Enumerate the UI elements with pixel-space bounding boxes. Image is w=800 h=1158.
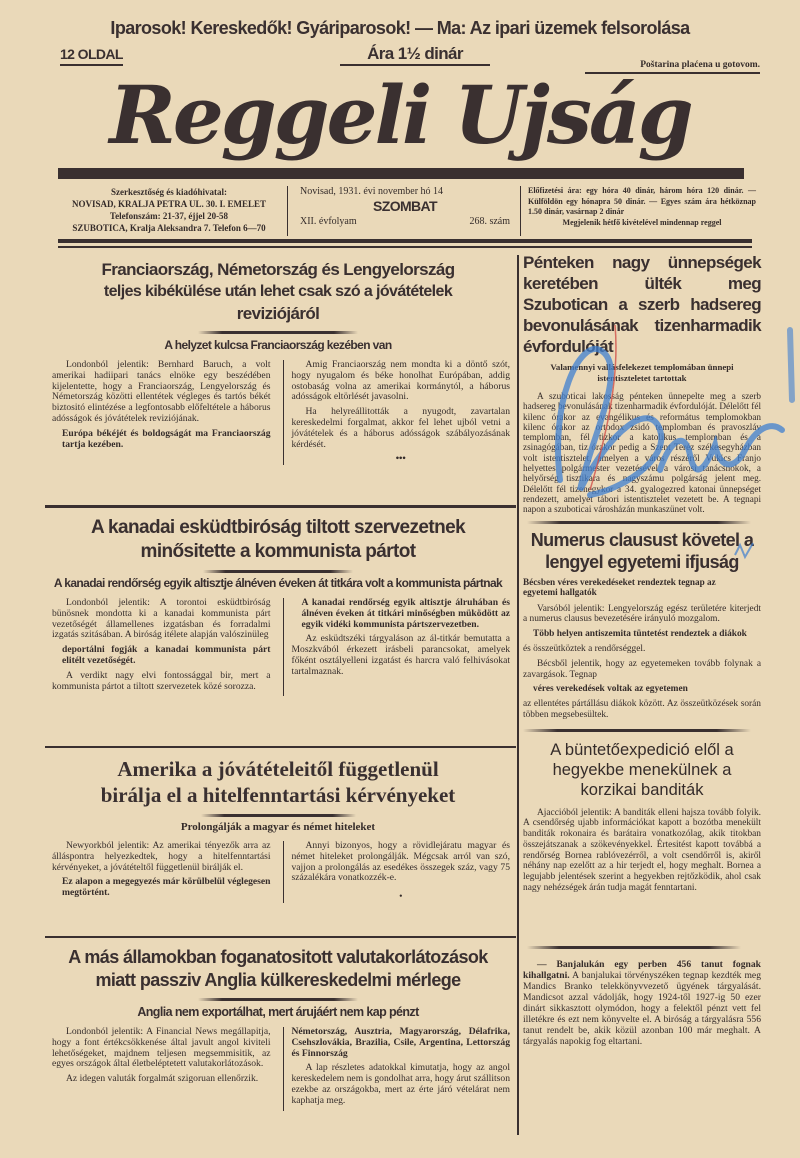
section-rule — [45, 746, 516, 748]
article-text: A banjalukai törvényszéken tegnap kezdték meg Mandics Branko telekkönyvvezető ügyének tárgyalását. Mandicsot azzal vádolják, hogy 1924-től 1927-ig 50 ezer dinárt sikkasztott olymódon, hogy a felektől pénzt vett fel illetékre és ezt nem könyvelte el. A biróság a tárgyalásra 556 tanut rendelt be, akik közül azonban 100 már meghalt. A tárgyalás napokig fog eltartani. — [523, 969, 761, 1047]
headline: A büntetőexpedició elől a hegyekbe menekülnek a korzikai banditák — [550, 740, 734, 799]
article-body — [523, 959, 761, 1047]
article-body-col1: Newyorkból jelentik: Az amerikai tényezők arra az álláspontra helyezkedtek, hogy a hitelfenntartási kérvényeket, a jóvátételtől függetlenül birálják el. Ez alapon a megegyezés már körülbelül véglegesen megtörtént. — [52, 840, 271, 899]
issue-info: Novisad, 1931. évi november hó 14 SZOMBAT XII. évfolyam 268. szám — [300, 186, 510, 227]
divider — [520, 186, 521, 236]
headline: Franciaország, Németország és Lengyelország teljes kibékülése után lehet csak szó a jóvátételek reviziójáról — [101, 260, 455, 323]
left-column — [40, 255, 516, 1111]
article-body-col2: Amig Franciaország nem mondta ki a döntő szót, hogy nyugalom és béke honolhat Európában, addig ostobaság volna az amerikai kormánytól, a háborus adósságok eltörlését javasolni. Ha helyreállitották a nyugodt, zavartalan kereskedelmi forgalmat, akkor fel lehet ujból vetni a jóvátételek és a háborus adósságok szábályozásának kérdését. ••• — [283, 360, 511, 465]
page-count: 12 OLDAL — [60, 46, 123, 66]
section-rule — [527, 521, 751, 524]
editorial-info: Szerkesztőség és kiadóhivatal: NOVISAD, KRALJA PETRA UL. 30. I. EMELET Telefonszám: 21-37, éjjel 20-58 SZUBOTICA, Kralja Aleksandra 7. Telefon 6—70 — [71, 187, 267, 233]
article-banjaluka — [523, 959, 761, 1047]
article-anglia — [40, 946, 516, 1111]
section-rule — [45, 505, 516, 508]
ornament-rule — [198, 331, 358, 334]
postage-note: Poštarina plaćena u gotovom. — [585, 54, 760, 74]
article-body — [40, 360, 516, 465]
divider — [287, 186, 288, 236]
subheadline: Anglia nem exportálhat, mert árujáért nem kap pénzt — [137, 1005, 419, 1019]
article-body-col1: Londonból jelentik: A Financial News megállapitja, hogy a font értékcsökkenése által javult angol kiviteli lehetőségeket, majdnem teljesen megsemmisitik, az egyes országok által életbeléptetett valutakorlátozások. Az idegen valuták forgalmát szigoruan ellenőrzik. — [52, 1026, 271, 1085]
ornament-rule — [198, 998, 358, 1001]
price: Ára 1½ dinár — [340, 44, 490, 66]
article-body: Ajaccióból jelentik: A banditák elleni hajsza tovább folyik. A csendőrség ujabb információkat kapott a bozótba menekült banditák rokonaira és barátaira vonatkozólag, akik titokban összejátszanak a szökevényekkel. Értesitést kapott továbbá a rendőrség Bornea rablóvezérről, a volt csendőrről is, akiről néhány nap ezelőtt az a hir terjedt el, hogy meghalt. Bornea a legujabb jelentések szerint a hegyekben rejtőzködik, ahol csak nagy nehézségek árán tudja magát fenntartani. — [523, 807, 761, 893]
article-america — [40, 756, 516, 928]
headline: Amerika a jóvátételeitől függetlenül birálja el a hitelfenntartási kérvényeket — [100, 757, 456, 807]
ornament-rule — [203, 570, 353, 573]
section-rule — [45, 936, 516, 938]
ornament-rule — [201, 814, 356, 817]
headline: Numerus clausust követel a lengyel egyetemi ifjuság — [530, 529, 754, 572]
article-body-col2: Annyi bizonyos, hogy a rövidlejáratu magyar és német hiteleket prolongálják. Mégcsak arról van szó, vajjon a prolongálás az esedékes összegek száz, vagy 75 százalékára vonatkozzék-e. • — [283, 841, 511, 903]
article-body — [40, 841, 516, 903]
article-subotica — [523, 253, 761, 515]
section-rule — [523, 729, 751, 732]
subheadline: Prolongálják a magyar és német hiteleket — [180, 821, 376, 833]
article-france — [40, 255, 516, 497]
subscription-info: Előfizetési ára: egy hóra 40 dinár, három hóra 120 dinár. — Külföldön egy hónapra 50 dinár. — Egyes szám ára hétköznap 1.50 dinár, vasárnap 2 dinár Megjelenik hétfő kivételével mindennap reggel — [528, 186, 756, 227]
section-rule — [527, 946, 741, 949]
column-divider — [517, 255, 519, 1135]
lead: — Banjalukán egy perben 456 tanut fognak kihallgatni. — [523, 958, 761, 981]
headline: A kanadai esküdtbiróság tiltott szervezetnek minősitette a kommunista pártot — [90, 517, 466, 562]
article-body — [40, 1027, 516, 1111]
masthead-logo: Reggeli Ujság — [109, 68, 691, 162]
article-body-col2: A kanadai rendőrség egyik altisztje álruhában és álnéven éveken át titkári minőségben müködött az egyik vidéki kommunista pártszervezetben. Az esküdtszéki tárgyaláson az ál-titkár bemutatta a Moszkvából érkezett irásbeli parancsokat, amelyek főként osztályelleni izgatást és harcra való felhivásokat tartalmaznak. — [283, 598, 511, 696]
article-body-col1: Londonból jelentik: Bernhard Baruch, a volt amerikai hadiipari tanács elnöke egy beszédében kijelentette, hogy a Franciaország, Lengyelország és Németország közötti ellentétek végleges és tartós békét biztositó elintézése a legfontosabb előfeltétele a háborus adósságok és jóvátételek reviziójának. Európa békéjét és boldogságát ma Franciaország tartja kezében. — [52, 359, 271, 450]
top-banner: Iparosok! Kereskedők! Gyáriparosok! — Ma: Az ipari üzemek felsorolása — [110, 18, 690, 38]
article-body-col1: Londonból jelentik: A torontoi esküdtbiróság bünösnek mondotta ki a kanadai kommunista párt vezetőségét államellenes izgatásban és forradalmi izgatás szitásában. A biróság itélete alapján valószinüleg deportálni fogják a kanadai kommunista párt elitélt vezetőségét. A verdikt nagy elvi fontossággal bir, mert a kommunista pártot a tiltott szervezetek közé sorozza. — [52, 597, 271, 692]
masthead-bar — [58, 168, 744, 179]
header-rule — [58, 239, 752, 243]
headline: A más államokban foganatositott valutakorlátozások miatt passziv Anglia külkereskedelmi mérlege — [68, 947, 488, 990]
headline: Pénteken nagy ünnepségek keretében ülték meg Szubotican a szerb hadsereg bevonulásának tizenharmadik évfordulóját — [523, 253, 761, 356]
article-body-col2: Németország, Ausztria, Magyarország, Délafrika, Csehszlovákia, Brazilia, Csile, Argentina, Lettország és Finnország A lap részletes adatokkal kimutatja, hogy az angol kereskedelem nem is gondolhat arra, hogy árut szállitson ezekbe az országokba, mert az érte járó vételárat nem kaphatja meg. — [283, 1027, 511, 1111]
article-canada — [40, 516, 516, 738]
article-corsica — [523, 740, 761, 940]
subheadline: Bécsben véres verekedéseket rendeztek tegnap az egyetemi hallgatók — [523, 576, 716, 598]
header-rule — [58, 246, 752, 248]
article-body — [40, 598, 516, 696]
article-body: A szuboticai lakosság pénteken ünnepelte meg a szerb hadsereg bevonulásának tizenharmadik évfordulóját. Délelőtt fél kilenc órakor az evangélikus és református templomokban kilenc órakor az ortodox zsidó templomban és pravoszláv templomban, fél tizkor a katolikus templomban és a zsinagógában, tiz órakor pedig a Szent Teréz székesegyházban volt istentisztelet, amelyen a város részéről Vukics Franjo helyettes polgármester vezetésével a városi tanácsnokok, a helyőrség tisztikara és nagyszámu polgárság jelent meg. Délelőtt fél tizenegykor a 34. gyalogezred katonai ünnepséget rendezett, amelyet tábori istentisztelet vezetett be. A tegnapi napon a szuboticai városházán munkaszünet volt. — [523, 391, 761, 515]
subheadline: Valamennyi vallásfelekezet templomában ünnepi istentiszteletet tartottak — [550, 362, 734, 383]
subheadline: A kanadai rendőrség egyik altisztje álnéven éveken át titkára volt a kommunista pártnak — [53, 576, 503, 590]
article-body: Varsóból jelentik: Lengyelország egész területére kiterjedt a numerus clausus bevezetésére irányuló mozgalom. Több helyen antiszemita tüntetést rendeztek a diákok és összeütköztek a rendőrséggel. Bécsből jelentik, hogy az egyetemeken tovább folynak a zavargások. Tegnap véres verekedések voltak az egyetemen az ellentétes pártállásu diákok között. Az összeütközések során többen megsebesültek. — [523, 603, 761, 720]
right-column — [523, 253, 761, 1051]
article-numerus-clausus — [523, 530, 761, 721]
subheadline: A helyzet kulcsa Franciaország kezében van — [164, 338, 392, 352]
